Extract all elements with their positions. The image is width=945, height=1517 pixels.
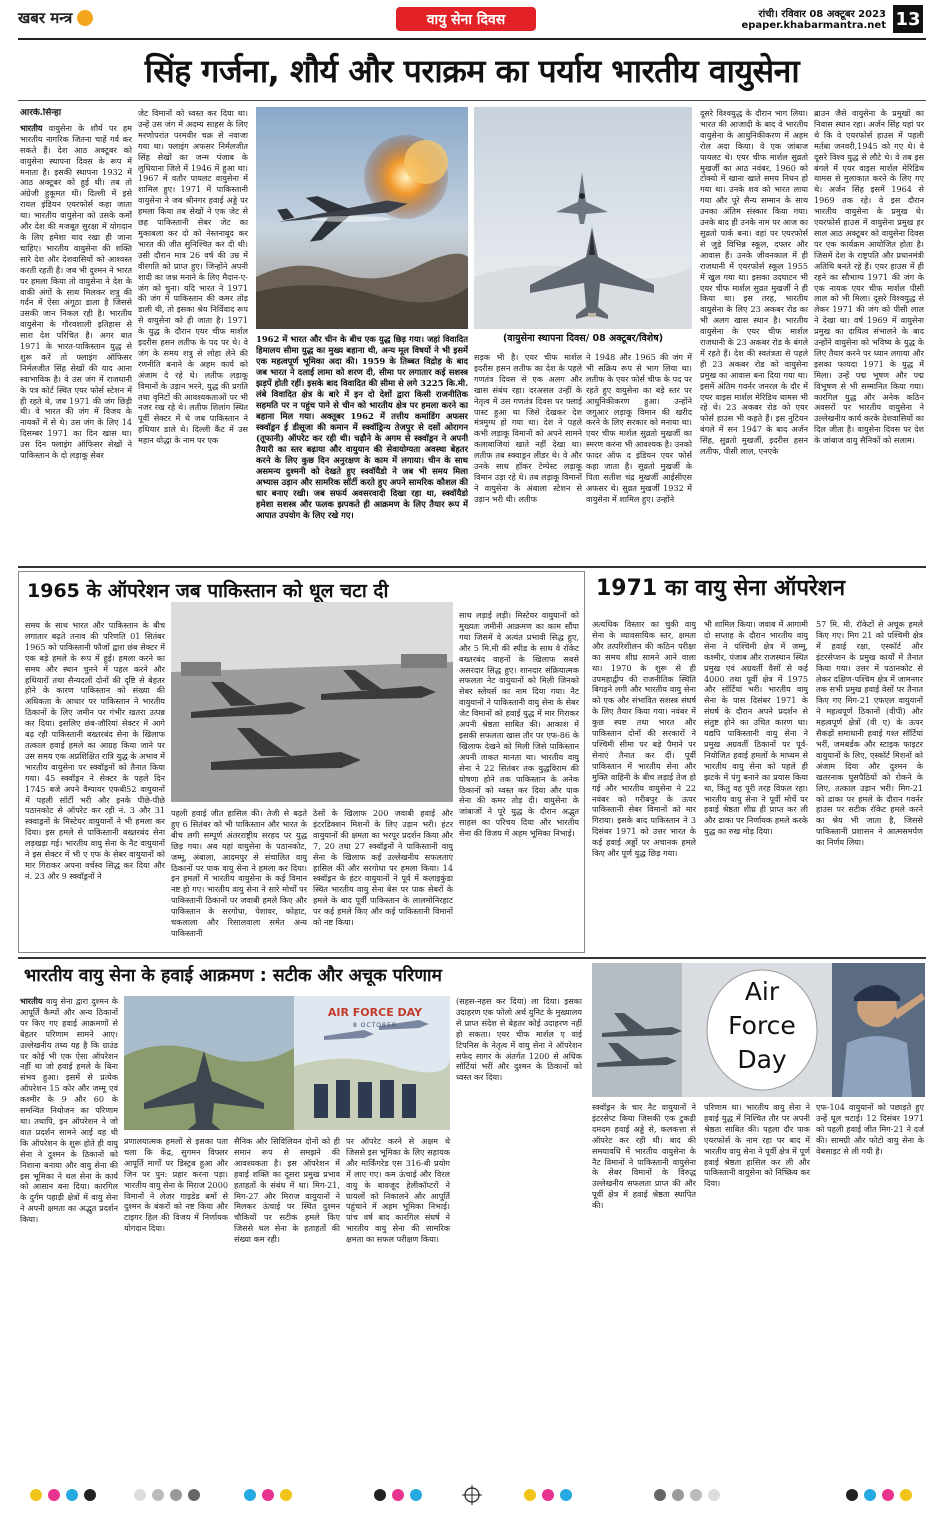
story-1971-headline: 1971 का वायु सेना ऑपरेशन (596, 576, 846, 601)
lead-text-1: वायुसेना के शौर्य पर हम भारतीय नागरिक जितना चाहें गर्व कर सकते हैं। देश आठ अक्टूबर को वायुसेना स्थापना दिवस के रूप में मनाता है। इसकी स्थापना 1932 में आठ अक्टूबर को हुई थी। तब तो अंग्रेजी हुकूमत थी। दिल्ली में इसे रायल इंडियन एयरफोर्स कहा जाता था। भारतीय वायुसेना को उसके कर्मों और देश की मजबूत सुरक्षा में योगदान के लिए हमेशा याद रखा ही जाना चाहिए। भारतीय वायुसेना की शक्ति सारे देश और देशवासियों को आश्वस्त करती रहती है। जब भी दुश्मन ने भारत पर हमला किया तो वायुसेना ने देश के वाकी अंगों के साथ मिलकर शत्रु की गर्दन में ऐसा अंगूठा डाला है जिससे उसकी जान निकल रही है। भारतीय वायुसेना के गौरवशाली इतिहास से सारा देश परिचित है। अगर बात 1971 के भारत-पाकिस्तान युद्ध से शुरू करें तो फ्लाइंग ऑफिसर निर्मलजीत सिंह सेखों की याद आना स्वाभाविक है। वे उस जंग में राजधानी के पत्र कोर्ट स्थित एयर फोर्स स्टेशन में ही रहते थे, जब 1971 की जंग छिड़ी थी। वे भारत की जंग में विजय के नायकों में से थे। उस जंग के लिए 14 दिसम्बर 1971 का दिन खास था। उस दिन फ्लाइंग ऑफिसर सेखों ने पाकिस्तान के दो लड़ाकू सेबर (20, 122, 132, 461)
story-1965-col-4: साथ लड़ाई लड़ी। मिस्टेयर वायुयानों को मुख्यतः जमीनी आक्रमण का काम सौंपा गया जिसमें वे अत्यंत प्रभावी सिद्ध हुए, और 5 मि.मी की स्पीड के साथ वे रॉकेट बख्तरबंद वाहनों के खिलाफ सबसे असरदार सिद्ध हुए। शानदार संक्रियात्मक सफलता नेट वायुयानों को मिली जिनको सेबर स्लेयर्स का नाम दिया गया। नैट वायुयानों ने पाकिस्तानी वायु सेना के सेबर जेट विमानों को हवाई युद्ध में मार गिराकर अपनी श्रेष्ठता साबित की। आकाश में इसकी सफलता खास तौर पर एफ-86 के खिलाफ देखने को मिली जिसे पाकिस्तान अपनी ताकत मानता था। भारतीय वायु सेना ने 22 सितंबर तक युद्धविराम की घोषणा होने तक पाकिस्तान के अनेक ठिकानों को ध्वस्त कर दिया और पाक सेना की कमर तोड़ दी। वायुसेना के जांबाजों ने पूरे युद्ध के दौरान अद्भुत साहस का परिचय दिया और भारतीय सेना की विजय में अहम भूमिका निभाई। (459, 610, 579, 839)
lead-col-6 (814, 108, 924, 561)
lead-col-4 (586, 352, 692, 561)
lead-headline: सिंह गर्जना, शौर्य और पराक्रम का पर्याय भारतीय वायुसेना (144, 52, 800, 90)
masthead-logo[interactable] (18, 6, 128, 30)
section-rule-2 (18, 957, 926, 959)
lead-photo-caption: 1962 में भारत और चीन के बीच एक युद्ध छिड़ गया। जहां विवादित हिमालय सीमा युद्ध का मुख्य बहाना थी, अन्य मूल विषयों ने भी इसमें एक महत्वपूर्ण भूमिका अदा की। 1959 के तिब्बत विद्रोह के बाद जब भारत ने दलाई लामा को शरण दी, सीमा पर लगातार कई सशस्त्र झड़पें होती रहीं। इसके बाद विवादित की सीमा से लगे 3225 कि.मी. लंबे विवादित क्षेत्र के बारे में इन दो देशों द्वारा किसी राजनीतिक सहमति पर न पहुंच पाने से चीन को भारतीय क्षेत्र पर हमला करने का बहाना मिल गया। अक्तूबर 1962 में तत्तीय कमांडिंग अफसर स्क्वॉड्रन ई डीसूजा की कमान में स्क्वॉड्रिन्य तेजपुर से दसों ओरागन (तूफानी) ऑपरेट कर रही थी। चढ़ौने के अगम से स्क्वॉड्रन ने अपनी तैयारी का स्तर बढ़ाया और वायुयान की सेवायोग्यता अवस्था बेहतर करने के लिए कुछ दिन अनुरक्षण के काम में लगाया। चीन के साथ असमन्य दुश्मनी को देखते हुए स्क्वॉयैडो ने जब भी समय मिला अभ्यास उड़ान और सामरिक सॉर्टी करते हुए अपने सामरिक कौशल की धार बनाए रखी। जब सफर्य अवसरवादी दिखा रहा था, स्क्वॉयैडो हमेशा सशस्त्र और फलक झपकते ही आक्रमण के लिए तैयार रूप में आपात उपयोग के लिए रखे गए। (256, 334, 468, 520)
lead-text-2: जेट विमानों को ध्वस्त कर दिया था। उन्हें उस जंग में अदम्य साहस के लिए मरणोपरांत परमवीर चक्र से नवाजा गया था। फ्लाइंग अफसर निर्मलजीत सिंह सेखों का जन्म पंजाब के लुधियाना जिले में 1946 में हुआ था। 1967 में वतौर पायलट वायुसेना में शामिल हुए। 1971 में पाकिस्तानी वायुसेना ने जब श्रीनगर हवाई अड्डे पर हमला किया तब सेखों ने एक जेट से छह पाकिस्तानी सेबर जेट का मुकाबला कर दो को नेस्तनाबूद कर भारत की जीत सुनिश्चित कर दी थी। उसी दौरान मात्र 26 वर्ष की उम्र में वीरगति को प्राप्त हुए। जिन्होंने अपनी शादी का जश्न मनाने के लिए मैदान-ए-जंग को चुना। यदि भारत ने 1971 की जंग में पाकिस्तान की कमर तोड़ डाली थी, तो इसका श्रेय निर्विवाद रूप से वायुसेना को ही जाता है। 1971 के युद्ध के दौरान एयर चीफ मार्शल इदरीस हसन लतीफ के पद पर थे। वे जंग के समय शत्रु से लोहा लेने की रणनीति बनाने के अहम कार्य को अंजाम दे रहे थे। लतीफ लड़ाकू विमानों के उड़ान भरने, युद्ध की प्रगति तथा वृनिटों की आवश्यकताओं पर भी नजर रख रहे थे। लतीफ शिलांग स्थित पूर्वी सेक्टर में थे जब पाकिस्तान ने हथियार डाले थे। दिल्ली कैंट में उस महान योद्धा के नाम पर एक (138, 108, 248, 446)
vintage-jets-photo (171, 602, 453, 802)
lead-col-1 (20, 108, 132, 561)
air-force-day-graphic-text: Air Force Day (728, 977, 796, 1074)
air-attack-col-3: सैनिक और सिविलियन दोनों को ही समान रूप से समझने की आवश्यकता है। इस ऑपरेशन में हवाई शक्ति का दूसरा प्रमुख प्रभाव हताहतों के संबंध में था। मिग-21, मिग-27 और मिराज वायुयानों ने मिलकर ऊंचाई पर स्थित दुश्मन चौकियों पर सटीक हमले किए जिससे थल सेना के हताहतों की संख्या कम रही। (234, 1136, 340, 1245)
masthead-rule (18, 38, 926, 40)
section-banner (396, 7, 536, 31)
dateline: रांची। रविवार 08 अक्टूबर 2023 (758, 9, 886, 20)
lead-col-3 (474, 352, 582, 561)
lead-text-5: दूसरे विश्वयुद्ध के दौरान भाग लिया। भारत की आजादी के बाद वे भारतीय वायुसेना के आधुनिकीकरण में अहम रोल अदा किया। वे एक जांबाज पायलट थे। एयर चीफ मार्शल सुव्रतो मुखर्जी का आठ नवंबर, 1960 को टोक्यो में खाना खाते समय निधन हो गया था। उनके शव को भारत लाया गया और पूरे सैन्य सम्मान के साथ उनका अंतिम संस्कार किया गया। उनके बाद ही उनके नाम पर आज का सुव्रतो पार्क बना। वहां पर एयरफोर्स से जुड़े विभिन्न स्कूल, दफ्तर और आवास हैं। उनके जीवनकाल में ही राजधानी में एयरफोर्स स्कूल 1955 में खुल गया था। इसका उदघाटन भी एयर चीफ मार्शल सुव्रत मुखर्जी ने ही किया था। इस तरह, भारतीय वायुसेना के लिए 23 अकबर रोड का भी अलग खास स्थान है। भारतीय वायुसेना के एयर चीफ मार्शल राजधानी के 23 अकबर रोड के बंगले में रहते हैं। देश की स्वतंत्रता से पहले ही 23 अकबर रोड को वायुसेना प्रमुख का आवास बना दिया गया था। इसमें अंतिम गवर्नर जनरल के दौर में एयर वाइस मार्शल मेरिडिथ थामस भी रहे थे। 23 अकबर रोड को एयर फोर्स हाउस भी कहते हैं। इस नुटियन बंगले में सन 1947 के बाद अर्जन सिंह, सुव्रतो मुखर्जी, इदरीस हसन लतीफ, पीसी लाल, एनएके (700, 108, 808, 457)
lead-text-3: सड़क भी है। एयर चीफ मार्शल इदरीस हसन लतीफ का देश के पहले गणतंत्र दिवस से एक अलग और खास संबंध रहा। दरअसल उन्हीं के नेतृत्व में उस गणतंत्र दिवस पर फ्लाई पास्ट हुआ था जिसे देखकर देश मंत्रमुग्ध हो गया था। देश ने पहले कभी लड़ाकू विमानों को अपने सामने कलाबाजियां खाते नहीं देखा था। लतीफ तब स्क्वाड्रन लीडर थे। वे और उनके साथ हॉकर टेम्पेस्ट लड़ाकू विमान उड़ा रहे थे। तब लड़ाकू विमानों ने वायुसेना के अंबाला स्टेशन से उड़ान भरी थी। लतीफ (474, 352, 582, 504)
headline-rule (18, 100, 926, 101)
section-title: वायु सेना दिवस (426, 11, 506, 28)
air-attack-headline: भारतीय वायु सेना के हवाई आक्रमण : सटीक और अचूक परिणाम (24, 966, 442, 986)
story-1965 (18, 571, 585, 953)
byline: आरके.सिन्हा (20, 108, 62, 118)
air-force-day-date: 8 OCTOBER (352, 1022, 398, 1029)
story-1965-col-2: पहली हवाई जीत हासिल की। तेजी से बढ़ते हुए 6 सितंबर को भी पाकिस्तान और भारत के बीच लगी सम्पूर्ण अंतरराष्ट्रीय सरहद पर युद्ध छिड़ गया। अब यहां वायुसेना के पठानकोट, जम्मू, अंबाला, आदमपुर से संचालित वायु ठिकानों पर पाक वायु सेना ने हमला कर दिया। इन हमलों में भारतीय वायुसेना के कई विमान नष्ट हो गए। भारतीय वायु सेना ने सारे मोर्चों पर पाकिस्तानी ठिकानों पर जवाबी हमले किए और पाकिस्तान के सरगोधा, पेशावर, कोहाट, चकलाला और रिसालवाला समेत अन्य पाकिस्तानी (171, 808, 307, 938)
story-1971-col-1: अत्यधिक विस्तार का चुकी वायु सेना के व्यावसायिक स्तर, क्षमता और तत्परिशीलन की कठिन परीक्षा का समय शीघ्र सामने आने वाला था। 1970 के शुरू से ही उपमहाद्वीप की राजनीतिक स्थिति बिगड़ने लगी और भारतीय वायु सेना को एक और संभावित सशस्त्र संघर्ष के लिए तैयार किया गया। नवंबर में कुछ स्पष्ट तथा भारत और पाकिस्तान दोनों की सरकारों ने पश्चिमी सीमा पर बड़े पैमाने पर सेनाएं तैनात कर दीं। पूर्वी पाकिस्तान में भारतीय सेना और मुक्ति वाहिनी के बीच लड़ाई तेज हो गई और भारतीय वायुसेना ने 22 नवंबर को गरीबपुर के ऊपर पाकिस्तानी सेबर विमानों को मार गिराया। इसके बाद पाकिस्तान ने 3 दिसंबर 1971 को उत्तर भारत के कई हवाई अड्डों पर अचानक हमले किए और पूर्ण युद्ध छिड़ गया। (592, 619, 696, 859)
lead-text-6: ब्राउन जैसे वायुसेना के प्रमुखों का निवास स्थान रहा। अर्जन सिंह यहां पर थे कि वे एयरफोर्स हाउस में पहली मर्तबा जनवरी,1945 को गए थे। वे दूसरे विश्व युद्ध से लौटे थे। वे तब इस बंगले में एयर वाइस मार्शल मेरिडिथ थामस से मुलाकात करने के लिए गए थे। अर्जन सिंह इसमें 1964 से 1969 तक रहे। वे इस दौरान भारतीय वायुसेना के प्रमुख थे। एयरफोर्स हाउस में वायुसेना प्रमुख हर साल आठ अक्टूबर को वायुसेना दिवस पर एक कार्यक्रम आयोजित होता है। जिसमें देश के राष्ट्रपति और प्रधानमंत्री अतिथि बनते रहे हैं। एयर हाउस में ही रहने का सौभाग्य 1971 की जंग के एक नायक एयर चीफ मार्शल पीसी लाल को भी मिला। दूसरे विश्वयुद्ध से लेकर 1971 की जंग को पीसी लाल ने देखा था। वर्ष 1969 में वायुसेना प्रमुख का दायित्व संभालने के बाद उन्होंने वायुसेना को भविष्य के युद्ध के लिए तैयार करने पर ध्यान लगाया और इसका फायदा 1971 के युद्ध में मिला। उन्हें पद्म भूषण और पद्म विभूषण से भी सम्मानित किया गया। कारगिल युद्ध और अनेक कठिन अवसरों पर भारतीय वायुसेना ने उल्लेखनीय कार्य करके देशवासियों का दिल जीता है। वायुसेना दिवस पर देश के जांबाज वायु सैनिकों को सलाम। (814, 108, 924, 446)
story-1971 (592, 571, 925, 953)
lead-col-5 (700, 108, 808, 561)
air-attack-col-6: स्क्वॉड्रन के चार नैट वायुयानों ने इंटरसेप्ट किया जिसकी एक टुकड़ी दमदम हवाई अड्डे से, कलकत्ता से ऑपरेट कर रही थी। बाद की समयावधि में भारतीय वायुसेना के नैट विमानों ने पाकिस्तानी वायुसेना के सेबर विमानों के विरुद्ध उल्लेखनीय सफलता प्राप्त की और पूर्वी क्षेत्र में हवाई श्रेष्ठता स्थापित की। (592, 1102, 696, 1211)
lead-word: भारतीय (20, 122, 43, 133)
air-attack-col-8: एफ-104 वायुयानों को पछाड़ते हुए उन्हें धूल चटाई। 12 दिसंबर 1971 को पहली हवाई जीत मिग-21 ने दर्ज की। सामग्री और फोटो वायु सेना के वेबसाइट से ली गयी है। (816, 1102, 924, 1156)
air-attack-col-2: प्रणालयात्मक हमलों से इसका पता चला कि केंद्र, सुगमन विफ्लर आपूर्ति मार्गों पर डिस्ट्रब हुआ और जिन पर पुन: प्रहार करना पड़ा। भारतीय वायु सेना के मिराज 2000 विमानों ने लेजर गाइडेड बमों से दुश्मन के बंकरों को नष्ट किया और टाइगर हिल की विजय में निर्णायक योगदान दिया। (124, 1136, 228, 1234)
website-link[interactable]: epaper.khabarmantra.net (741, 20, 886, 31)
fighter-jet-photo (256, 107, 468, 329)
air-attack-col-5: (सहस-नहस कर दिया) ला दिया। इसका उदाहरण एक फोलो अर्थ युनिट के मुख्यालय से प्राप्त संदेश से बेहतर कोई उदाहरण नहीं हो सकता। एयर चीफ मार्शल ए वाई टिपनिस के नेतृत्व में वायु सेना ने ऑपरेशन सफेद सागर के अंतर्गत 1200 से अधिक सॉर्टियां भरीं और दुश्मन के ठिकानों को ध्वस्त कर दिया। (456, 996, 582, 1083)
lead-col-2 (138, 108, 248, 561)
footer-registration-marks (0, 1480, 945, 1510)
air-attack-col-7: परिणाम था। भारतीय वायु सेना ने हवाई युद्ध में निश्चित तौर पर अपनी श्रेष्ठता साबित की। पहला दौर पाक एयरफोर्स के नाम रहा पर बाद में भारतीय वायु सेना ने पूर्वी क्षेत्र में पूर्ण हवाई श्रेष्ठता हासिल कर ली और पाकिस्तानी वायुसेना को निष्क्रिय कर दिया। (704, 1102, 810, 1189)
story-1965-headline: 1965 के ऑपरेशन जब पाकिस्तान को धूल चटा दी (27, 580, 389, 602)
logo-text: खबर मन्त्र (18, 9, 73, 27)
section-rule-1 (18, 566, 926, 568)
lead-photo-label: (वायुसेना स्थापना दिवस/ 08 अक्टूबर/विशेष) (502, 333, 664, 344)
logo-emblem-icon (77, 10, 93, 26)
air-attack-col-1: भारतीय वायु सेना द्वारा दुश्मन के आपूर्ति कैम्पों और अन्य ठिकानों पर किए गए हवाई आक्रमणों से बेहतर परिणाम सामने आए। उल्लेखनीय तथ्य यह है कि ग्राउंड पर कोई भी एक ऐसा ऑपरेशन नहीं था जो हवाई हमले के बिना संभव हुआ। इसमें से प्रत्येक ऑपरेशन 15 कोर और जम्मू एवं कश्मीर के 9 और 60 के समन्वित नियोजन का परिणाम था। तथापि, इन ऑपरेशन ने जो वात प्रदर्शन सामने आई वह थी कि ऑपरेशन के शुरू होते ही वायु सेना ने दुश्मन के ठिकानों को निशाना बनाया और वायु सेना की इस भूमिका ने थल सेना के कार्य को आसान बना दिया। कारगिल के दुर्गम पहाड़ी क्षेत्रों में वायु सेना ने अपनी क्षमता का अद्भुत प्रदर्शन किया। (20, 996, 118, 1225)
story-1965-col-1: समय के साथ भारत और पाकिस्तान के बीच लगातार बढ़ते तनाव की परिणति 01 सितंबर 1965 को पाकिस्तानी फौजों द्वारा छंब सेक्टर में एक बड़े हमले के रूप में हुई। हमला करने का समय और स्थान चुनने में पहल करने और हथियारों तथा सैन्यदलों दोनों की दृष्टि से बेहतर होने के कारण पाकिस्तान को संख्या की अधिकता के आधार पर पाकिस्तान ने भारतीय ठिकानों के लिए जमीन पर गंभीर खतरा उत्पन्न कर दिया। इसलिए छंब-जौरियां सेक्टर में आगे बढ़ रही पाकिस्तानी बख्तरबंद सेना के खिलाफ तत्काल हवाई हमले का आग्रह किया जाने पर उस समय एक अप्रशिक्षित रात्रि युद्ध के अभाव में भारतीय वायुसेना पर स्क्वॉड्रनों को तैनात किया गया। 45 स्क्वॉड्रन ने सेक्टर के पहले दिन 1745 बजे अपने वैम्पायर एफबी52 वायुयानों में पहली सॉर्टी भरी और इनके पीछे-पीछे पठानकोट से ऑपरेट कर रही नं. 3 और 31 स्क्वाड्रनों के मिस्टेयर वायुयानों ने भी हमला कर दिया। इस हमले से पाकिस्तानी बख्तरबंद सेना लड़खड़ा गई। भारतीय वायु सेना के नैट वायुयानों ने इस सेक्टर में भी ए एफ के सेबर वायुयानों को मार गिराकर अपना वर्चस्व सिद्ध कर दिया और नं. 23 और 9 स्क्वॉड्रनों ने (25, 620, 165, 881)
rafale-jets-photo (474, 107, 692, 329)
lead-text-4: ने 1948 और 1965 की जंग में भी सक्रिय रूप से भाग लिया था। लतीफ के एयर फोर्स चीफ के पद पर रहते हुए वायुसेना का बड़े स्तर पर आधुनिकीकरण हुआ। उन्होंने जगुआर लड़ाकू विमान की खरीद करने के लिए सरकार को मनाया था। एयर चीफ मार्शल सुव्रतो मुखर्जी का स्मरण करना भी आवश्यक है। उनको फादर ऑफ द इंडियन एयर फोर्स कहा जाता है। सुव्रतो मुखर्जी के पिता सतीश चंद्र मुखर्जी आईसीएस अफसर थे। सुव्रत मुखर्जी 1932 में वायुसेना में शामिल हुए। उन्होंने (586, 352, 692, 504)
masthead (0, 0, 945, 38)
story-1971-col-2: भी शामिल किया। जवाब में आगामी दो सप्ताह के दौरान भारतीय वायु सेना ने पश्चिमी क्षेत्र में जम्मू, कश्मीर, पंजाब और राजस्थान स्थित प्रमुख एवं अग्रवर्ती वैसों से कई 4000 तथा पूर्वी क्षेत्र में 1975 और सॉर्टियां भरी। भारतीय वायु सेना के पास दिसंबर 1971 के संघर्ष के दौरान अपने प्रदर्शन से संतुष्ट होने का उचित कारण था। यद्यपि पाकिस्तानी वायु सेना ने प्रमुख अग्रवर्ती ठिकानों पर पूर्व-नियोजित हवाई हमलों के माध्यम से भारतीय वायु सेना को पहले ही झटके में पंगु बनाने का प्रयास किया था, किंतु वह पूरी तरह विफल रहा। भारतीय वायु सेना ने पूर्वी मोर्चे पर हवाई श्रेष्ठता शीघ्र ही प्राप्त कर ली और ढाका पर निर्णायक हमले करके युद्ध का रुख मोड़ दिया। (704, 619, 808, 837)
air-force-day-badge: AIR FORCE DAY (327, 1006, 423, 1019)
air-attack-col-4: पर ऑपरेट करने से अक्षम थे जिससे इस भूमिका के लिए सहायक और मार्किंगरेड एस 316-बी प्रयोग में लाए गए। कम ऊंचाई और विरल वायु के बावजूद हेलीकॉप्टरों ने घायलों को निकालने और आपूर्ति पहुंचाने में अहम भूमिका निभाई। पांच वर्ष बाद कारगिल संघर्ष ने भारतीय वायु सेना की सामरिक क्षमता का सफल परीक्षण किया। (346, 1136, 450, 1245)
story-1965-col-3: ठेसों के खिलाफ 200 जवाबी हवाई और इंटरडिक्शन मिशनों के लिए उड़ान भरी। हंटर वायुयानों की क्षमता का भरपूर प्रदर्शन किया और 7, 20 तथा 27 स्क्वॉड्रनों ने पाकिस्तानी वायु सेना के खिलाफ कई उल्लेखनीय सफलताएं हासिल कीं और सरगोधा पर हमला किया। 14 स्क्वॉड्रन के हंटर वायुयानों ने पूर्व में कलाइकुंडा स्थित भारतीय वायु सेना बेस पर पाक सेबरों के हमले के बाद पूर्वी पाकिस्तान के लालमोनिरहाट पर कई हमले किए और कई पाकिस्तानी विमानों को नष्ट किया। (313, 808, 453, 928)
page-number: 13 (893, 5, 923, 33)
air-force-day-collage (124, 996, 450, 1130)
air-force-day-photo (592, 963, 925, 1097)
story-1971-col-3: 57 मि. मी. रॉकेटों से अचूक हमले किए गए। मिग 21 को पश्चिमी क्षेत्र में हवाई रक्षा, एस्कॉर्ट और इंटरसेप्शन के प्रमुख कार्यों में तैनात किया गया। उत्तर में पठानकोट से लेकर दक्षिण-पश्चिम क्षेत्र में जामनगर तक सभी प्रमुख हवाई वेसों पर तैनात किए गए मिग-21 एफएल वायुयानों ने महत्वपूर्ण ठिकानों (वीपी) और महत्वपूर्ण क्षेत्रों (वी ए) के ऊपर सैकड़ों समाधानी हवाई गश्त सॉर्टियां भरीं, जमबर्डक और स्टाइक फाइटर वायुयानों के लिए, एस्कॉर्ट मिशनों को अंजाम दिया और दुश्मन के खतरनाक घुसपैठियों को रोकने के लिए, तत्काल उड़ान भरी। मिग-21 को ढाका पर हमले के दौरान गवर्नर हाउस पर सटीक रॉकेट हमले करने का श्रेय भी जाता है, जिससे पाकिस्तानी प्रशासन ने आत्मसमर्पण का निर्णय लिया। (816, 619, 923, 848)
